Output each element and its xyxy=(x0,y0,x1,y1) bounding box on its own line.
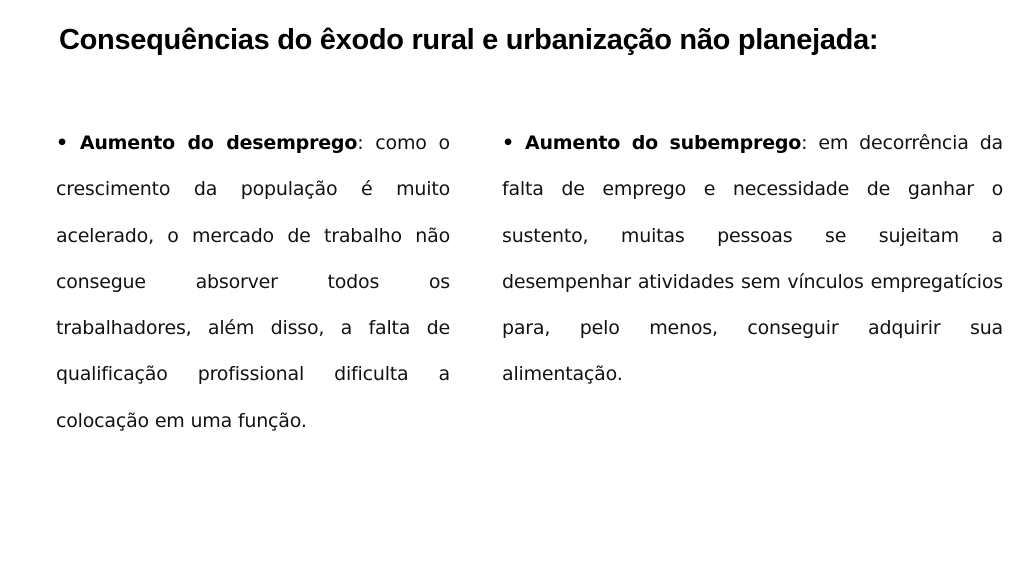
paragraph-text: : como o crescimento da população é muito acelerado, o mercado de trabalho não consegue absorver todos os trabalhadores, além disso, a falta de qualificação profissional dificulta a colocação em uma função. xyxy=(56,132,450,432)
paragraph-heading: Aumento do desemprego xyxy=(79,132,358,154)
paragraph-underemployment xyxy=(502,120,1003,398)
paragraph-heading: Aumento do subemprego xyxy=(524,132,802,154)
paragraph-unemployment xyxy=(56,120,450,444)
bullet-marker: • xyxy=(56,132,68,154)
bullet-marker: • xyxy=(502,132,514,154)
slide-title: Consequências do êxodo rural e urbanização não planejada: xyxy=(59,24,879,56)
paragraph-text: : em decorrência da falta de emprego e necessidade de ganhar o sustento, muitas pessoas se sujeitam a desempenhar atividades sem vínculos empregatícios para, pelo menos, conseguir adquirir sua alimentação. xyxy=(502,132,1003,386)
